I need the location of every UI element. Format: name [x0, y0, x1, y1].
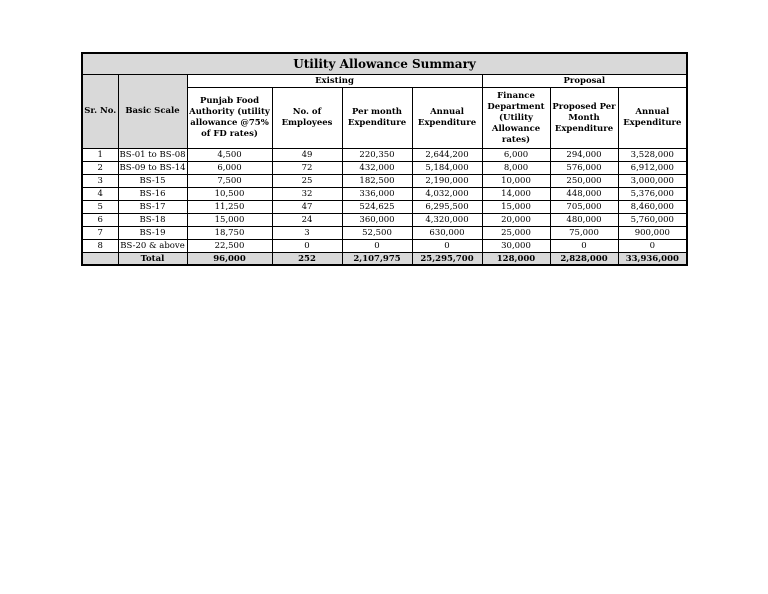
cell-proposed-per-month: 75,000	[550, 227, 618, 240]
cell-pfa: 11,250	[187, 201, 272, 214]
cell-annual: 2,644,200	[412, 149, 482, 162]
cell-employees: 47	[272, 201, 342, 214]
table-row	[82, 227, 687, 240]
cell-finance: 10,000	[482, 175, 550, 188]
group-existing: Existing	[187, 75, 482, 88]
cell-proposed-per-month: 576,000	[550, 162, 618, 175]
cell-finance: 20,000	[482, 214, 550, 227]
header-sr-no	[82, 75, 118, 149]
cell-sr: 1	[82, 149, 118, 162]
cell-pfa: 6,000	[187, 162, 272, 175]
header-pfa: Punjab Food Authority (utility allowance @75% of FD rates)	[187, 88, 272, 149]
cell-proposed-per-month: 480,000	[550, 214, 618, 227]
cell-annual-proposal: 8,460,000	[618, 201, 687, 214]
cell-scale: BS-01 to BS-08	[119, 149, 186, 160]
cell-sr: 2	[82, 162, 118, 175]
table-row	[82, 214, 687, 227]
total-label: Total	[118, 253, 187, 266]
cell-employees: 3	[272, 227, 342, 240]
cell-finance: 8,000	[482, 162, 550, 175]
cell-annual: 4,320,000	[412, 214, 482, 227]
cell-pfa: 15,000	[187, 214, 272, 227]
cell-scale: BS-17	[118, 201, 187, 214]
cell-finance: 30,000	[482, 240, 550, 253]
total-annual: 25,295,700	[412, 253, 482, 266]
header-annual-proposal: Annual Expenditure	[618, 88, 687, 149]
header-annual: Annual Expenditure	[412, 88, 482, 149]
cell-per-month: 220,350	[342, 149, 412, 162]
header-per-month: Per month Expenditure	[342, 88, 412, 149]
cell-per-month: 182,500	[342, 175, 412, 188]
cell-annual-proposal: 3,528,000	[618, 149, 687, 162]
cell-finance: 14,000	[482, 188, 550, 201]
table-row	[82, 188, 687, 201]
total-employees: 252	[272, 253, 342, 266]
cell-annual-proposal: 6,912,000	[618, 162, 687, 175]
header-basic-scale	[118, 75, 187, 149]
cell-scale: BS-19	[118, 227, 187, 240]
table-row	[82, 149, 687, 162]
cell-scale: BS-16	[118, 188, 187, 201]
cell-proposed-per-month: 294,000	[550, 149, 618, 162]
total-finance: 128,000	[482, 253, 550, 266]
cell-scale: BS-18	[118, 214, 187, 227]
cell-per-month: 432,000	[342, 162, 412, 175]
total-row	[82, 253, 687, 266]
cell-finance: 15,000	[482, 201, 550, 214]
cell-annual-proposal: 3,000,000	[618, 175, 687, 188]
cell-annual: 4,032,000	[412, 188, 482, 201]
total-annual-proposal: 33,936,000	[618, 253, 687, 266]
total-pfa: 96,000	[187, 253, 272, 266]
cell-annual: 5,184,000	[412, 162, 482, 175]
cell-finance: 6,000	[482, 149, 550, 162]
table-row	[82, 162, 687, 175]
cell-sr: 5	[82, 201, 118, 214]
header-employees: No. of Employees	[272, 88, 342, 149]
header-sr-no-label: Sr. No.	[84, 106, 117, 116]
cell-pfa: 22,500	[187, 240, 272, 253]
cell-pfa: 10,500	[187, 188, 272, 201]
cell-employees: 72	[272, 162, 342, 175]
cell-sr: 6	[82, 214, 118, 227]
cell-pfa: 7,500	[187, 175, 272, 188]
cell-per-month: 360,000	[342, 214, 412, 227]
cell-proposed-per-month: 448,000	[550, 188, 618, 201]
cell-employees: 24	[272, 214, 342, 227]
cell-sr: 4	[82, 188, 118, 201]
cell-sr: 8	[82, 240, 118, 253]
cell-per-month: 52,500	[342, 227, 412, 240]
cell-annual-proposal: 900,000	[618, 227, 687, 240]
cell-scale: BS-20 & above	[118, 240, 187, 253]
header-proposed-per-month: Proposed Per Month Expenditure	[550, 88, 618, 149]
cell-employees: 49	[272, 149, 342, 162]
group-proposal: Proposal	[482, 75, 687, 88]
total-proposed-per-month: 2,828,000	[550, 253, 618, 266]
cell-annual: 2,190,000	[412, 175, 482, 188]
cell-annual-proposal: 5,760,000	[618, 214, 687, 227]
cell-scale: BS-09 to BS-14	[119, 162, 186, 173]
cell-per-month: 336,000	[342, 188, 412, 201]
cell-annual-proposal: 5,376,000	[618, 188, 687, 201]
cell-proposed-per-month: 0	[550, 240, 618, 253]
header-finance: Finance Department (Utility Allowance rates)	[482, 88, 550, 149]
cell-annual: 630,000	[412, 227, 482, 240]
cell-sr: 3	[82, 175, 118, 188]
cell-finance: 25,000	[482, 227, 550, 240]
cell-sr: 7	[82, 227, 118, 240]
cell-proposed-per-month: 250,000	[550, 175, 618, 188]
cell-annual: 6,295,500	[412, 201, 482, 214]
table-row	[82, 201, 687, 214]
cell-scale: BS-15	[118, 175, 187, 188]
table-title: Utility Allowance Summary	[82, 53, 687, 75]
cell-per-month: 0	[342, 240, 412, 253]
header-basic-scale-label: Basic Scale	[125, 106, 180, 116]
cell-pfa: 4,500	[187, 149, 272, 162]
table-row	[82, 240, 687, 253]
summary-table	[81, 52, 688, 266]
cell-pfa: 18,750	[187, 227, 272, 240]
total-per-month: 2,107,975	[342, 253, 412, 266]
cell-employees: 25	[272, 175, 342, 188]
total-sr	[82, 253, 118, 266]
cell-employees: 32	[272, 188, 342, 201]
cell-annual: 0	[412, 240, 482, 253]
cell-annual-proposal: 0	[618, 240, 687, 253]
table-row	[82, 175, 687, 188]
utility-allowance-sheet	[81, 52, 686, 266]
cell-employees: 0	[272, 240, 342, 253]
cell-proposed-per-month: 705,000	[550, 201, 618, 214]
cell-per-month: 524,625	[342, 201, 412, 214]
